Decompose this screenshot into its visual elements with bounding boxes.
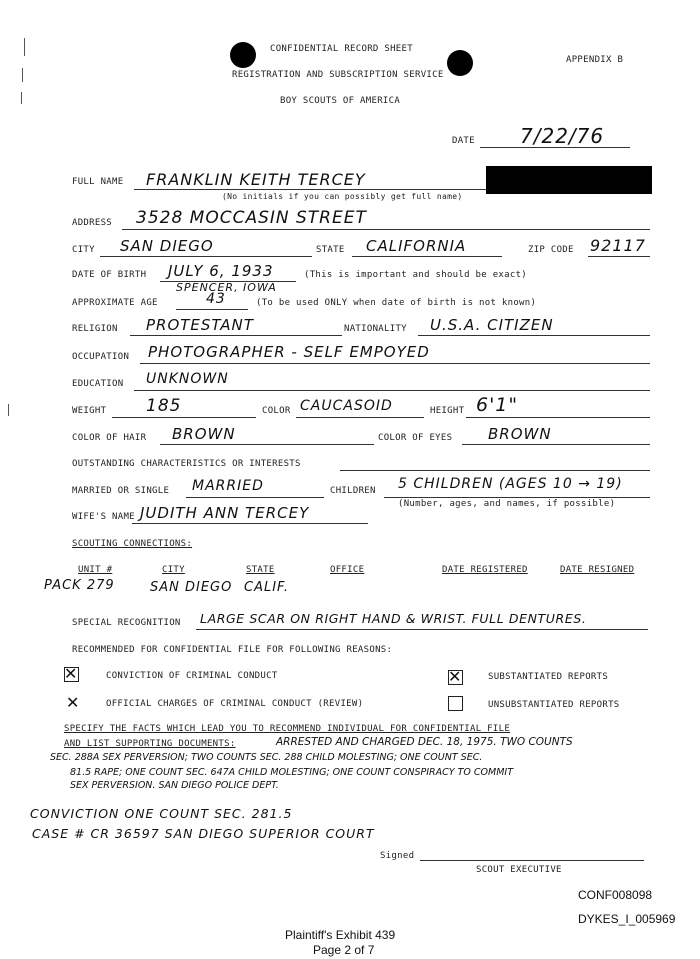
scouting-header-office: OFFICE — [330, 565, 365, 575]
state-label: STATE — [316, 245, 345, 255]
appendix-label: APPENDIX B — [566, 55, 624, 65]
special-value: LARGE SCAR ON RIGHT HAND & WRIST. FULL DENTURES. — [200, 611, 587, 626]
page-number: Page 2 of 7 — [313, 943, 375, 957]
scouting-label: SCOUTING CONNECTIONS: — [72, 539, 193, 549]
address-value: 3528 MOCCASIN STREET — [136, 208, 367, 228]
address-label: ADDRESS — [72, 218, 113, 228]
signature-line — [420, 860, 644, 861]
unsubstantiated-reason-label: UNSUBSTANTIATED REPORTS — [488, 700, 620, 710]
occupation-line — [140, 363, 650, 364]
education-line — [134, 390, 650, 391]
city-label: CITY — [72, 245, 95, 255]
zip-value: 92117 — [590, 236, 646, 255]
religion-line — [130, 335, 342, 336]
occupation-value: PHOTOGRAPHER - SELF EMPOYED — [148, 343, 430, 361]
occupation-label: OCCUPATION — [72, 352, 130, 362]
marital-value: MARRIED — [192, 478, 264, 494]
weight-value: 185 — [146, 396, 182, 416]
age-note: (To be used ONLY when date of birth is not known) — [256, 298, 537, 308]
substantiated-check-icon: ✕ — [448, 667, 462, 686]
specify-label-continued: AND LIST SUPPORTING DOCUMENTS: — [64, 739, 236, 749]
height-value: 6'1" — [476, 394, 519, 416]
scan-mark — [22, 68, 23, 82]
nationality-value: U.S.A. CITIZEN — [430, 316, 554, 334]
scouting-header-state: STATE — [246, 565, 275, 575]
color-value: CAUCASOID — [300, 398, 393, 414]
date-label: DATE — [452, 136, 475, 146]
conviction-note-1: CONVICTION ONE COUNT SEC. 281.5 — [30, 806, 293, 821]
outstanding-line — [340, 470, 650, 471]
facts-line-2: SEC. 288A SEX PERVERSION; TWO COUNTS SEC. 288 CHILD MOLESTING; ONE COUNT SEC. — [50, 752, 483, 763]
organization-name: BOY SCOUTS OF AMERICA — [280, 96, 401, 106]
signer-title: SCOUT EXECUTIVE — [476, 865, 562, 875]
marital-label: MARRIED OR SINGLE — [72, 486, 170, 496]
scan-mark — [21, 92, 22, 104]
special-line — [196, 629, 648, 630]
hair-label: COLOR OF HAIR — [72, 433, 147, 443]
scouting-state: CALIF. — [244, 580, 289, 595]
outstanding-label: OUTSTANDING CHARACTERISTICS OR INTERESTS — [72, 459, 301, 469]
facts-line-4: SEX PERVERSION. SAN DIEGO POLICE DEPT. — [70, 780, 279, 791]
color-line — [296, 417, 424, 418]
conviction-reason-label: CONVICTION OF CRIMINAL CONDUCT — [106, 671, 278, 681]
children-value: 5 CHILDREN (AGES 10 → 19) — [398, 476, 623, 492]
state-value: CALIFORNIA — [366, 237, 467, 255]
religion-label: RELIGION — [72, 324, 118, 334]
scouting-unit: PACK 279 — [44, 578, 115, 593]
eyes-line — [462, 444, 650, 445]
facts-line-1: ARRESTED AND CHARGED DEC. 18, 1975. TWO COUNTS — [276, 736, 573, 748]
official-charges-check-icon: ✕ — [66, 693, 80, 712]
signed-label: Signed — [380, 851, 415, 861]
full-name-note: (No initials if you can possibly get full name) — [222, 192, 463, 201]
height-line — [466, 417, 650, 418]
scan-mark — [24, 38, 25, 56]
dob-value: JULY 6, 1933 — [168, 262, 274, 280]
children-note: (Number, ages, and names, if possible) — [398, 499, 616, 509]
recommended-label: RECOMMENDED FOR CONFIDENTIAL FILE FOR FOLLOWING REASONS: — [72, 645, 393, 655]
substantiated-reason-label: SUBSTANTIATED REPORTS — [488, 672, 609, 682]
address-line — [122, 229, 650, 230]
exhibit-label: Plaintiff's Exhibit 439 — [285, 928, 396, 942]
specify-label: SPECIFY THE FACTS WHICH LEAD YOU TO RECOMMEND INDIVIDUAL FOR CONFIDENTIAL FILE — [64, 724, 511, 734]
state-line — [352, 256, 502, 257]
scouting-header-resigned: DATE RESIGNED — [560, 565, 635, 575]
weight-line — [112, 417, 256, 418]
full-name-label: FULL NAME — [72, 177, 124, 187]
special-label: SPECIAL RECOGNITION — [72, 618, 181, 628]
age-label: APPROXIMATE AGE — [72, 298, 158, 308]
zip-label: ZIP CODE — [528, 245, 574, 255]
scouting-header-registered: DATE REGISTERED — [442, 565, 528, 575]
conf-bates-number: CONF008098 — [578, 888, 653, 902]
unsubstantiated-checkbox[interactable] — [448, 696, 463, 711]
redaction-block — [486, 166, 652, 194]
form-title: CONFIDENTIAL RECORD SHEET — [270, 44, 413, 54]
official-charges-reason-label: OFFICIAL CHARGES OF CRIMINAL CONDUCT (REVIEW) — [106, 699, 364, 709]
education-value: UNKNOWN — [146, 371, 229, 387]
full-name-line — [134, 189, 486, 190]
date-value: 7/22/76 — [520, 124, 605, 148]
conviction-note-2: CASE # CR 36597 SAN DIEGO SUPERIOR COURT — [32, 826, 375, 841]
birth-place: SPENCER, IOWA — [176, 281, 277, 294]
marital-line — [186, 497, 324, 498]
eyes-label: COLOR OF EYES — [378, 433, 453, 443]
scouting-header-unit: UNIT # — [78, 565, 113, 575]
dob-note: (This is important and should be exact) — [304, 270, 528, 280]
dykes-bates-number: DYKES_I_005969 — [578, 912, 676, 926]
punch-hole — [447, 50, 473, 76]
age-value: 43 — [206, 291, 226, 307]
scouting-city: SAN DIEGO — [150, 580, 233, 595]
zip-line — [588, 256, 650, 257]
full-name-value: FRANKLIN KEITH TERCEY — [146, 170, 366, 189]
hair-value: BROWN — [172, 425, 236, 443]
city-value: SAN DIEGO — [120, 237, 214, 255]
scan-mark — [8, 404, 9, 416]
wife-line — [132, 523, 368, 524]
eyes-value: BROWN — [488, 425, 552, 443]
nationality-line — [418, 335, 650, 336]
punch-hole — [230, 42, 256, 68]
age-line — [176, 309, 248, 310]
form-subtitle: REGISTRATION AND SUBSCRIPTION SERVICE — [232, 70, 444, 80]
height-label: HEIGHT — [430, 406, 465, 416]
children-label: CHILDREN — [330, 486, 376, 496]
weight-label: WEIGHT — [72, 406, 107, 416]
hair-line — [160, 444, 374, 445]
education-label: EDUCATION — [72, 379, 124, 389]
conviction-check-icon: ✕ — [64, 664, 78, 683]
children-line — [384, 497, 650, 498]
wife-value: JUDITH ANN TERCEY — [140, 504, 310, 522]
religion-value: PROTESTANT — [146, 316, 254, 334]
wife-label: WIFE'S NAME — [72, 512, 135, 522]
color-label: COLOR — [262, 406, 291, 416]
scouting-header-city: CITY — [162, 565, 185, 575]
city-line — [100, 256, 312, 257]
facts-line-3: 81.5 RAPE; ONE COUNT SEC. 647A CHILD MOLESTING; ONE COUNT CONSPIRACY TO COMMIT — [70, 767, 514, 778]
dob-label: DATE OF BIRTH — [72, 270, 147, 280]
nationality-label: NATIONALITY — [344, 324, 407, 334]
